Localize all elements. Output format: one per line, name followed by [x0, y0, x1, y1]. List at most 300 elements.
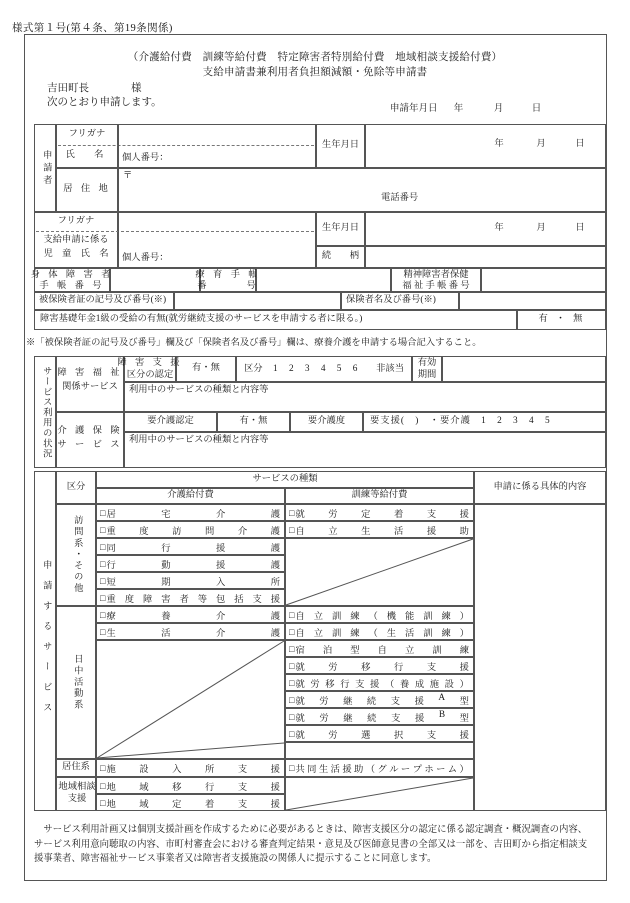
addressee-honorific: 様 [131, 83, 142, 94]
kaigo-row-ryoyo[interactable] [96, 606, 285, 623]
checkbox-icon[interactable]: □ [289, 643, 295, 654]
c: 練 [459, 645, 469, 656]
c: B [438, 709, 446, 720]
c: 援 [270, 782, 280, 793]
kaigo-item-judoshogai [97, 590, 284, 605]
c: 訓 [432, 645, 442, 656]
kunren-row-jiritsuseikatsu[interactable] [285, 521, 474, 538]
mental-handbook-label-cell [391, 268, 481, 292]
services-kubun-header: 区分 [66, 481, 86, 492]
c: ー [436, 765, 446, 775]
c: 立 [313, 611, 323, 622]
c: 活 [330, 765, 340, 775]
c: 自 [377, 645, 387, 656]
c: 続 [367, 713, 377, 724]
c: 支 [426, 730, 437, 741]
kunren-item-keizoku-a-label [295, 693, 469, 707]
kunren-item-shurouteichaku [286, 505, 473, 520]
kunren-item-jiritsuseikatsu-label [295, 523, 469, 537]
c: 度 [124, 594, 134, 605]
kaigo-item-kyotaku-label [106, 506, 280, 520]
c: 就 [295, 662, 305, 673]
kunren-item-kinoukunren [286, 607, 473, 622]
insurer-name-label-cell [341, 292, 459, 310]
kunren-item-shurouikou-label [295, 659, 469, 673]
kaigo-row-kyotaku[interactable] [96, 504, 285, 521]
c: 就 [295, 679, 305, 690]
kaigo-item-seikatsu-label [106, 625, 280, 639]
c: A [438, 692, 446, 703]
c: 選 [361, 730, 371, 741]
c: 就 [295, 509, 305, 520]
child-birth-day: 日 [575, 223, 585, 233]
category-level-values: 1 2 3 4 5 6 [273, 364, 359, 374]
c: 地 [106, 799, 116, 810]
c: ル [389, 765, 399, 775]
c: 助 [354, 765, 364, 775]
kaigo-row-seikatsu[interactable] [96, 623, 285, 640]
c: （ [368, 611, 378, 622]
c: 所 [270, 577, 280, 588]
kunren-row-keizoku-a[interactable] [285, 691, 474, 708]
detail-header: 申請に係る具体的内容 [493, 481, 587, 492]
c: 行 [340, 679, 350, 690]
checkbox-icon[interactable]: □ [100, 507, 106, 518]
c: 重 [106, 594, 116, 605]
care-degree-label: 要介護度 [307, 416, 346, 427]
kunren-item-keizoku-b [286, 709, 473, 724]
kaigo-item-kodo [97, 556, 284, 571]
checkbox-icon[interactable]: □ [100, 558, 106, 569]
child-relation-label: 続 柄 [321, 251, 360, 262]
c: 自 [295, 611, 305, 622]
child-relation-field[interactable] [365, 246, 606, 268]
kaigo-row-kodo[interactable] [96, 555, 285, 572]
form-number: 様式第１号(第４条、第19条関係) [12, 23, 173, 34]
kaigo-row-shisetsu[interactable] [96, 759, 285, 777]
kunren-row-shurouikou[interactable] [285, 657, 474, 674]
checkbox-icon[interactable]: □ [100, 763, 106, 773]
physical-handbook-label-cell [30, 268, 114, 292]
care-cert-label-cell [124, 412, 217, 432]
care-cert-answer: 有・無 [239, 416, 268, 427]
c: 所 [204, 765, 215, 775]
c: 宅 [161, 509, 171, 520]
c: 立 [313, 628, 323, 639]
c: 訓 [423, 628, 433, 639]
category-cert-label-line2: 区分の認定 [126, 370, 174, 381]
service-type-header-cell [96, 471, 474, 488]
services-side-label-cell [34, 471, 56, 811]
postal-mark-icon: 〒 [123, 171, 133, 181]
c: 訓 [331, 628, 342, 639]
insured-symbol-field[interactable] [174, 292, 341, 310]
child-birth-label: 生年月日 [321, 223, 360, 234]
kaigo-item-kyotaku [97, 505, 284, 520]
kaigo-item-doko [97, 539, 284, 554]
c: 生 [361, 526, 371, 537]
validity-period-label-line1: 有効 [417, 358, 437, 369]
checkbox-icon[interactable]: □ [100, 575, 106, 586]
c: 動 [161, 560, 171, 571]
kunren-header: 訓練等給付費 [351, 490, 408, 501]
child-birth-ymd [477, 223, 599, 235]
kunren-blank-742 [285, 742, 474, 759]
c: 介 [215, 509, 226, 520]
c: 行 [393, 662, 404, 673]
consent-line1: サービス利用計画又は個別支援計画を作成するために必要があるときは、障害支援区分の認定に係る認定調査・概況調査の内容、 [43, 825, 588, 835]
c: ） [459, 628, 469, 639]
c: 包 [215, 594, 226, 605]
c: 同 [106, 543, 116, 554]
applicant-name-label-cell [56, 124, 118, 168]
c: 施 [106, 765, 116, 775]
child-name-field[interactable] [118, 212, 316, 268]
category-level-cell[interactable] [236, 356, 412, 382]
c: 能 [404, 611, 415, 622]
ryoiku-handbook-label-line1: 療 育 手 帳 [195, 269, 261, 280]
c: 型 [459, 696, 469, 707]
c: 護 [270, 526, 280, 537]
applicant-birth-field[interactable] [365, 124, 606, 168]
insurer-name-field[interactable] [459, 292, 606, 310]
checkbox-icon[interactable]: □ [100, 524, 106, 535]
c: 護 [270, 543, 280, 554]
checkbox-icon[interactable]: □ [100, 609, 106, 620]
care-insurance-label-line2: サ ー ビ ス [57, 439, 123, 450]
kunren-item-keizoku-b-label [295, 710, 469, 724]
c: 生 [386, 628, 396, 639]
c: 支 [237, 765, 248, 775]
kaigo-item-seikatsu [97, 624, 284, 639]
c: 択 [393, 730, 404, 741]
kaigo-item-shisetsu [97, 760, 284, 776]
c: 入 [172, 765, 182, 775]
kunren-item-yoseishisetsu [286, 675, 473, 690]
care-insurance-label-cell [56, 412, 124, 468]
c: 支 [355, 679, 365, 690]
checkbox-icon[interactable]: □ [289, 626, 295, 637]
kaigo-item-shisetsu-label [106, 761, 280, 775]
category-level-label: 区分 [244, 364, 263, 374]
c: 生 [318, 765, 329, 775]
c: ー [400, 765, 411, 775]
checkbox-icon[interactable]: □ [100, 797, 106, 808]
kunren-row-kinoukunren[interactable] [285, 606, 474, 623]
c: 型 [459, 713, 469, 724]
child-relation-label-cell [316, 246, 365, 268]
care-degree-values: 要支援( ) ・要介護 1 2 3 4 5 [370, 416, 551, 427]
care-inuse-services-label: 利用中のサービスの種類と内容等 [129, 435, 269, 445]
checkbox-icon[interactable]: □ [100, 592, 106, 603]
c: 着 [204, 799, 215, 810]
kunren-row-shukuhaku[interactable] [285, 640, 474, 657]
c: 援 [270, 594, 280, 605]
c: 立 [404, 645, 415, 656]
c: 重 [106, 526, 116, 537]
c: （ [384, 679, 395, 690]
ryoiku-handbook-field[interactable] [256, 268, 391, 292]
c: 宿 [295, 645, 305, 656]
checkbox-icon[interactable]: □ [289, 763, 295, 773]
child-birth-month: 月 [536, 223, 546, 233]
kaigo-header-cell [96, 488, 285, 504]
c: グ [377, 765, 387, 775]
child-furigana-label: フリガナ [57, 216, 95, 227]
applicant-address-label: 居 住 地 [63, 184, 111, 195]
applicant-address-label-cell [56, 168, 118, 212]
child-birth-field[interactable] [365, 212, 606, 246]
c: 練 [350, 611, 360, 622]
consent-line3: 援事業者、障害福祉サービス事業者又は障害者支援施設の関係人に提示することに同意します。 [34, 854, 437, 865]
kunren-item-sentaku-label [295, 727, 469, 741]
kunren-item-sentaku [286, 726, 473, 741]
care-degree-label-cell [290, 412, 363, 432]
applicant-name-field[interactable] [118, 124, 316, 168]
c: 援 [215, 543, 226, 554]
application-date-day: 日 [531, 104, 542, 114]
c: 支 [390, 696, 401, 707]
kaigo-item-chiikiteichaku-label [106, 796, 280, 810]
c: 援 [414, 713, 425, 724]
checkbox-icon[interactable]: □ [289, 677, 295, 688]
c: 労 [328, 509, 338, 520]
pension-yes[interactable]: 有 [538, 314, 550, 325]
kunren-row-sentaku[interactable] [285, 725, 474, 742]
c: 成 [414, 679, 425, 690]
kaigo-item-ryoyo-label [106, 608, 280, 622]
checkbox-icon[interactable]: □ [289, 507, 295, 518]
c: 者 [179, 594, 189, 605]
c: 支 [237, 799, 248, 810]
pension-no[interactable]: 無 [573, 314, 585, 325]
c: （ [365, 765, 376, 775]
welfare-service-label-cell [56, 356, 124, 412]
c: ） [459, 765, 469, 775]
c: 援 [459, 730, 469, 741]
c: 援 [414, 696, 424, 707]
welfare-service-label-line2: 関係サービス [62, 381, 118, 392]
c: 護 [270, 560, 280, 571]
c: 訪 [172, 526, 182, 537]
group-label-houmon-cell [56, 504, 96, 606]
application-date-label: 申請年月日 [390, 104, 438, 114]
kaigo-item-ryoyo [97, 607, 284, 622]
physical-handbook-field[interactable] [110, 268, 200, 292]
kaigo-item-doko-label [106, 540, 280, 554]
welfare-service-label-line1: 障 害 福 祉 [57, 367, 123, 378]
applicant-birth-label-cell [316, 124, 365, 168]
checkbox-icon[interactable]: □ [289, 609, 295, 620]
c: 援 [370, 679, 380, 690]
c: 行 [106, 560, 116, 571]
group-label-chiiki-cell [56, 777, 96, 811]
c: 介 [215, 611, 226, 622]
submit-statement: 次のとおり申請します。 [47, 97, 162, 108]
services-side-label: 申請するサービス [40, 559, 51, 723]
kaigo-row-chiikiiko[interactable] [96, 777, 285, 794]
c: ） [459, 679, 469, 690]
applicant-birth-month: 月 [536, 139, 546, 149]
c: 援 [426, 526, 437, 537]
c: 期 [161, 577, 171, 588]
c: 練 [350, 628, 360, 639]
c: 支 [426, 509, 437, 520]
page-title-line2: 支給申請書兼利用者負担額減額・免除等申請書 [202, 67, 428, 78]
applicant-side-label-cell [34, 124, 56, 212]
kaigo-item-chiikiiko [97, 778, 284, 793]
application-date-year: 年 [453, 104, 464, 114]
detail-header-cell [474, 471, 606, 504]
checkbox-icon[interactable]: □ [289, 524, 295, 535]
kunren-item-keizoku-a [286, 692, 473, 707]
kunren-row-groupsupport[interactable] [285, 759, 474, 777]
diagonal-strike-kunren-upper [285, 538, 474, 606]
c: 介 [215, 628, 226, 639]
ryoiku-handbook-label-cell [195, 268, 261, 292]
checkbox-icon[interactable]: □ [100, 780, 106, 791]
kaigo-row-judohomon[interactable] [96, 521, 285, 538]
kunren-row-yoseishisetsu[interactable] [285, 674, 474, 691]
c: 域 [139, 799, 149, 810]
application-date-month: 月 [493, 104, 504, 114]
c: 入 [215, 577, 226, 588]
kunren-row-keizoku-b[interactable] [285, 708, 474, 725]
c: 練 [441, 628, 451, 639]
c: 療 [106, 611, 116, 622]
c: 行 [204, 782, 215, 793]
group-label-chiiki: 地域相談支援 [58, 782, 96, 804]
application-date-line [390, 100, 556, 114]
c: 型 [350, 645, 360, 656]
applicant-phone-label: 電話番号 [381, 193, 419, 204]
kaigo-row-chiikiteichaku[interactable] [96, 794, 285, 811]
c: 労 [319, 696, 329, 707]
detail-content-field[interactable] [474, 504, 606, 811]
care-inuse-services-cell[interactable] [124, 432, 606, 468]
applicant-name-label: 氏 名 [65, 150, 109, 161]
c: 活 [393, 526, 404, 537]
c: 度 [139, 526, 149, 537]
category-cert-label-cell [117, 356, 183, 382]
c: 共 [295, 765, 305, 775]
consent-line2: サービス利用意向聴取の内容、市町村審査会における審査判定結果・意見及び医師意見書の全部又は一部を、吉田町から指定相談支 [34, 839, 588, 850]
checkbox-icon[interactable]: □ [100, 541, 106, 552]
welfare-inuse-services-label: 利用中のサービスの種類と内容等 [129, 385, 269, 395]
c: 等 [197, 594, 207, 605]
c: 訓 [331, 611, 342, 622]
c: 支 [391, 713, 401, 724]
kaigo-item-judoshogai-label [106, 591, 280, 605]
c: 養 [161, 611, 171, 622]
kunren-row-shurouteichaku[interactable] [285, 504, 474, 521]
c: 移 [361, 662, 371, 673]
c: 就 [295, 713, 305, 724]
c: 活 [161, 628, 171, 639]
c: 援 [270, 799, 280, 810]
kunren-item-yoseishisetsu-label [295, 676, 469, 690]
kaigo-row-judoshogai[interactable] [96, 589, 285, 606]
kunren-item-jiritsuseikatsu [286, 522, 473, 537]
c: 生 [106, 628, 116, 639]
c: 地 [106, 782, 116, 793]
c: 続 [366, 696, 377, 707]
applicant-birth-ymd [477, 139, 599, 151]
c: 就 [295, 730, 305, 741]
child-birth-year: 年 [494, 223, 504, 233]
c: 害 [161, 594, 171, 605]
c: 自 [295, 526, 305, 537]
validity-period-field[interactable] [442, 356, 606, 382]
applicant-address-field[interactable] [118, 168, 606, 212]
c: 支 [426, 662, 437, 673]
checkbox-icon[interactable]: □ [289, 660, 295, 671]
kunren-row-seikatsukunren[interactable] [285, 623, 474, 640]
service-type-header: サービスの種類 [252, 473, 318, 484]
c: 定 [172, 799, 182, 810]
c: 就 [295, 696, 305, 707]
pension-question-cell [34, 310, 517, 330]
care-insurance-label-line1: 介 護 保 険 [57, 425, 123, 436]
c: 支 [252, 594, 262, 605]
pension-answer-cell[interactable] [517, 310, 606, 330]
kaigo-row-tanki[interactable] [96, 572, 285, 589]
insurer-name-label: 保険者名及び番号(※) [346, 295, 436, 306]
mental-handbook-label-line2: 福 祉 手 帳 番 号 [402, 280, 470, 291]
category-cert-answer-cell[interactable] [176, 356, 236, 382]
insured-symbol-label-cell [34, 292, 174, 310]
diagonal-strike-kaigo-lower [96, 742, 285, 759]
mental-handbook-field[interactable] [481, 268, 606, 292]
c: 労 [310, 679, 320, 690]
c: 施 [429, 679, 440, 690]
c: 養 [399, 679, 410, 690]
kaigo-header: 介護給付費 [167, 490, 214, 501]
applicant-birth-day: 日 [575, 139, 585, 149]
applicant-furigana-label: フリガナ [68, 129, 106, 140]
addressee-name: 吉田町長 [47, 83, 89, 94]
services-kubun-header-cell [56, 471, 96, 504]
c: （ [368, 628, 378, 639]
diagonal-strike-kunren-bottom [285, 777, 474, 811]
physical-handbook-label-line1: 身 体 障 害 者 [30, 269, 114, 280]
checkbox-icon[interactable]: □ [289, 711, 295, 722]
welfare-inuse-services-cell[interactable] [124, 382, 606, 412]
c: 練 [441, 611, 451, 622]
validity-period-label-cell [412, 356, 442, 382]
usage-side-label-cell [34, 356, 56, 468]
kaigo-item-chiikiiko-label [106, 779, 280, 793]
insured-symbol-label: 被保険者証の記号及び番号(※) [39, 295, 167, 306]
checkbox-icon[interactable]: □ [289, 694, 295, 705]
c: 設 [444, 679, 454, 690]
child-name-label-line1: 支給申請に係る [43, 235, 109, 246]
kaigo-item-judohomon-label [106, 523, 280, 537]
c: 助 [459, 526, 469, 537]
care-cert-answer-cell[interactable] [217, 412, 290, 432]
care-degree-values-cell[interactable] [363, 412, 606, 432]
checkbox-icon[interactable]: □ [289, 728, 295, 739]
care-cert-label: 要介護認定 [147, 416, 194, 427]
group-label-kyojyu: 居住系 [62, 762, 90, 773]
kunren-item-shukuhaku-label [295, 642, 469, 656]
checkbox-icon[interactable]: □ [100, 626, 106, 637]
kunren-item-kinoukunren-label [295, 608, 469, 622]
kaigo-row-doko[interactable] [96, 538, 285, 555]
c: ） [459, 611, 469, 622]
kunren-item-seikatsukunren [286, 624, 473, 639]
kunren-header-cell [285, 488, 474, 504]
